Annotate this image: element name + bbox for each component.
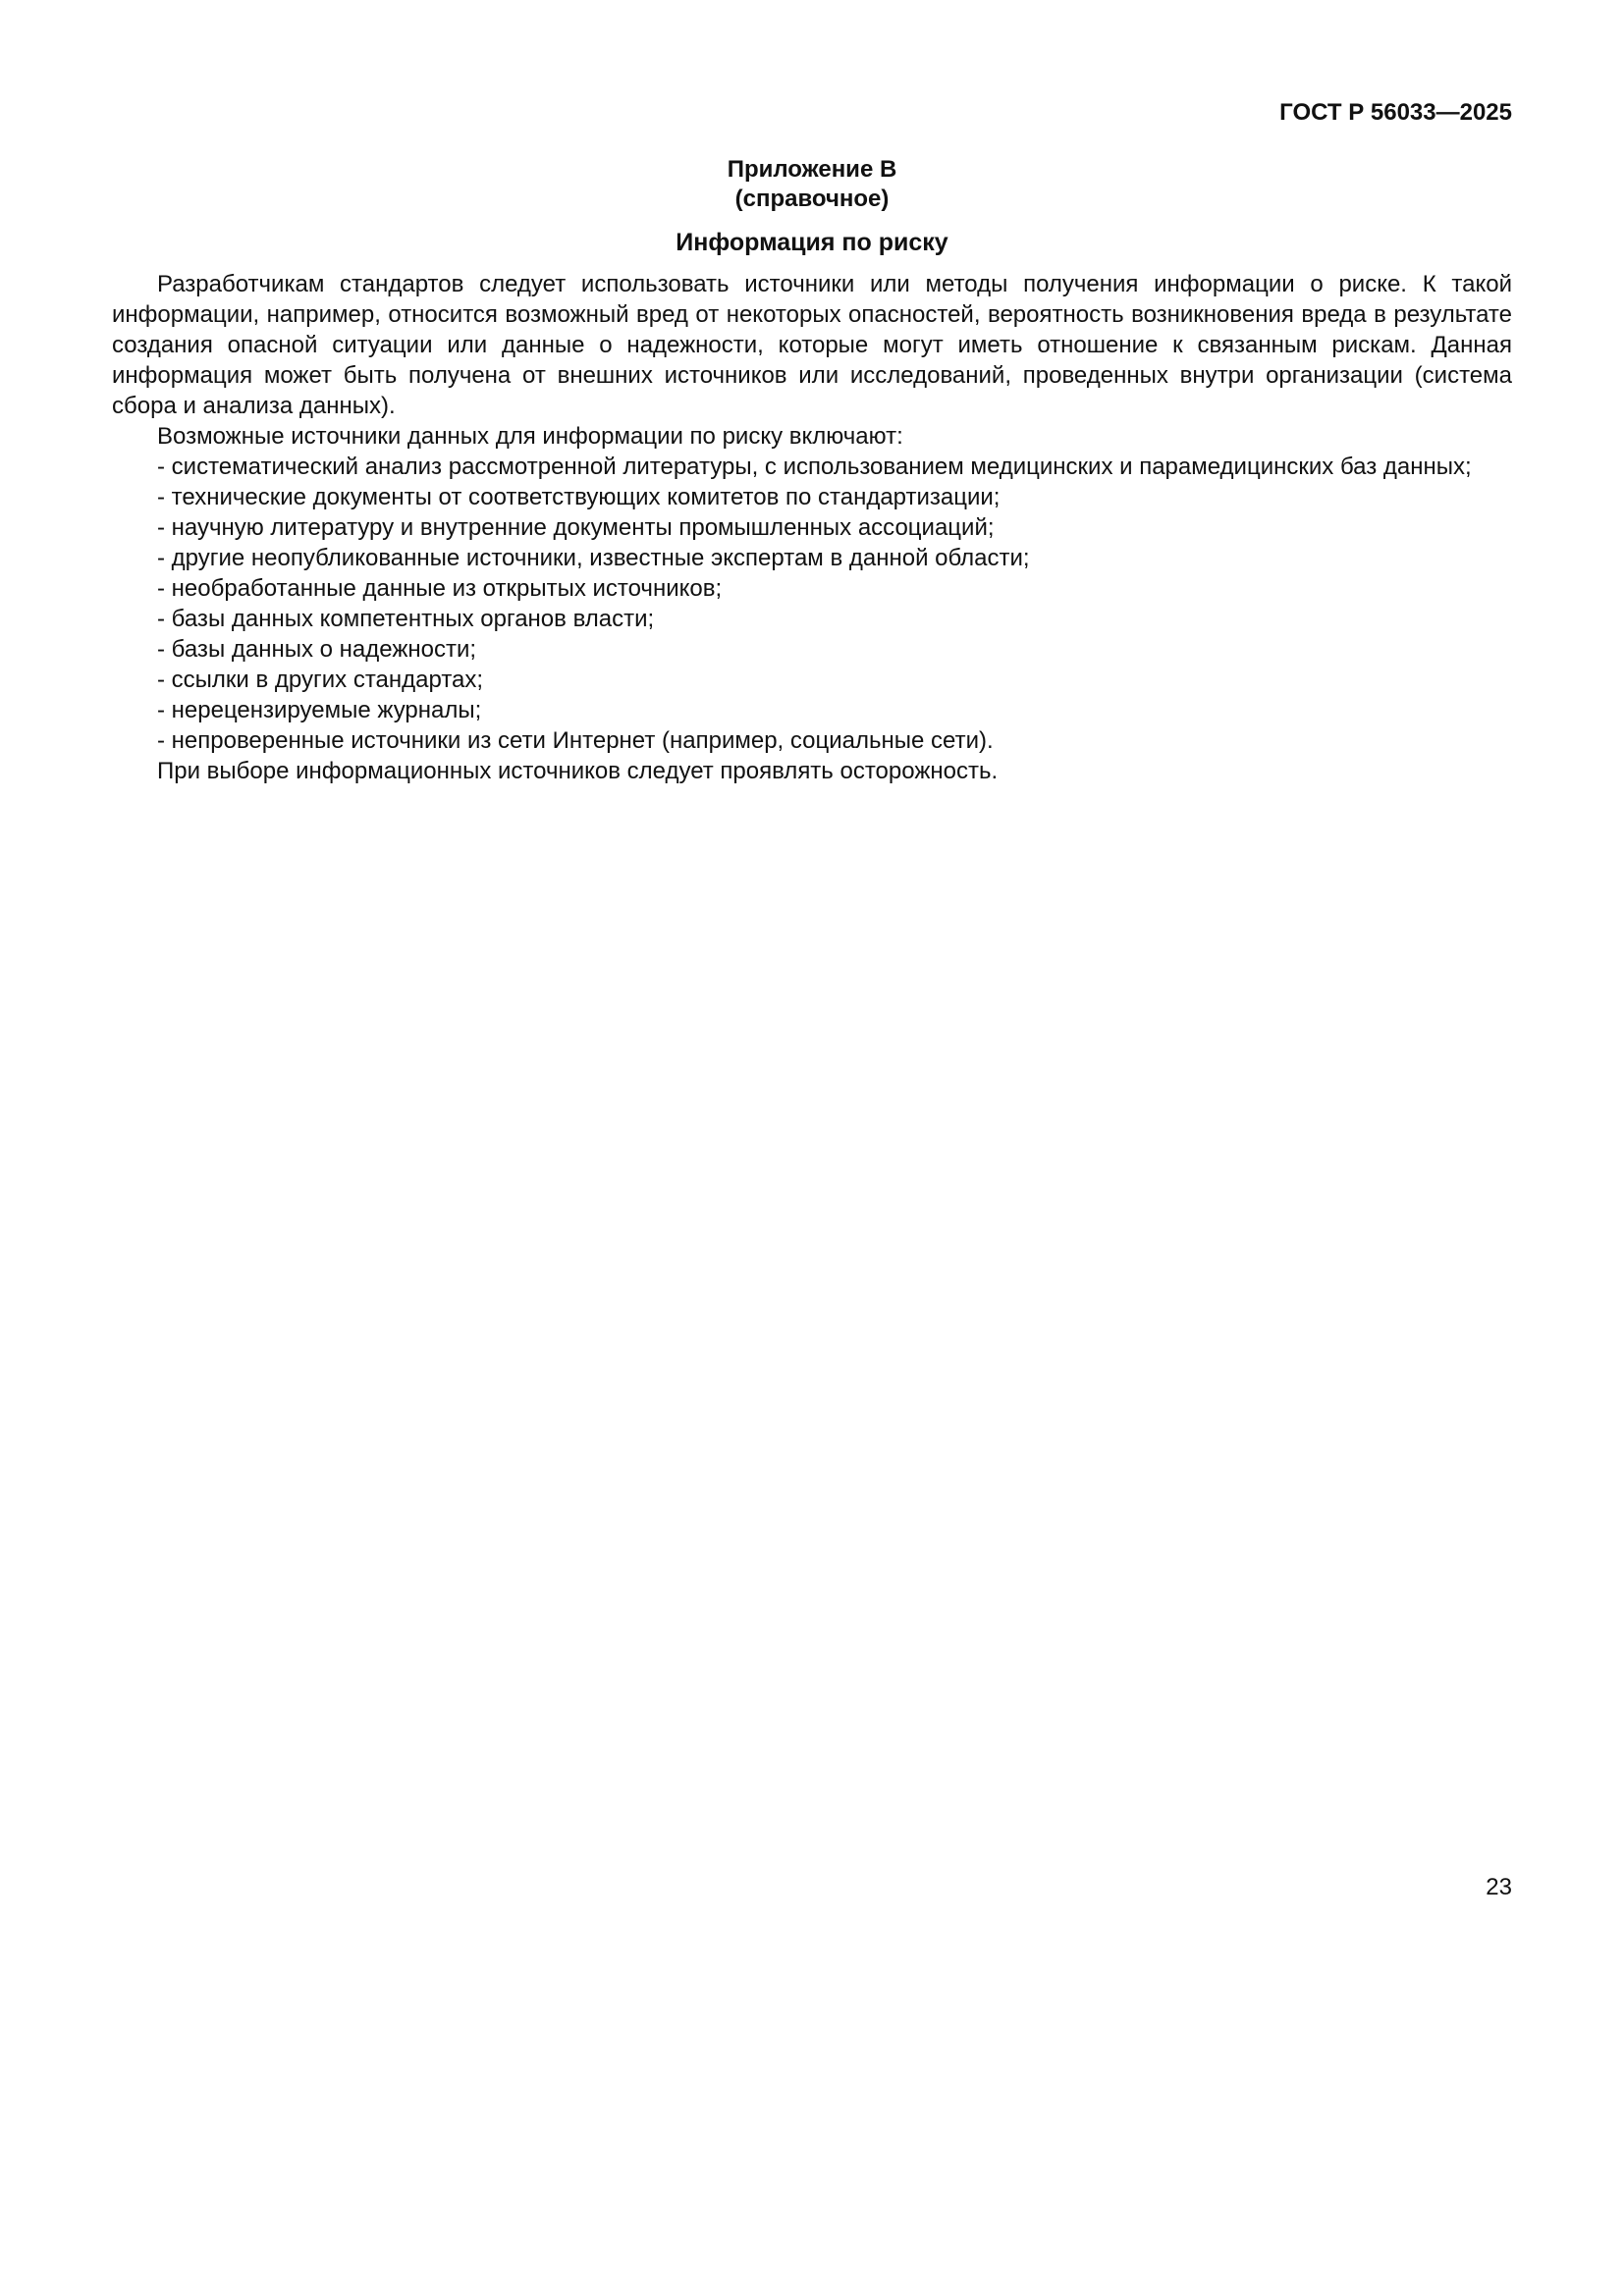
list-item: - другие неопубликованные источники, известные экспертам в данной области; xyxy=(157,545,1030,571)
list-item: - базы данных о надежности; xyxy=(157,636,477,663)
list-item: - необработанные данные из открытых источников; xyxy=(157,575,723,602)
list-intro: Возможные источники данных для информации по риску включают: xyxy=(157,423,903,450)
standard-designation: ГОСТ Р 56033—2025 xyxy=(1279,99,1512,126)
page-number: 23 xyxy=(1486,1874,1512,1900)
list-item: - непроверенные источники из сети Интернет (например, социальные сети). xyxy=(157,727,994,754)
appendix-heading xyxy=(112,155,1512,214)
list-item: - технические документы от соответствующих комитетов по стандартизации; xyxy=(157,484,1001,510)
intro-paragraph: Разработчикам стандартов следует использовать источники или методы получения информации о риске. К такой информации, например, относится возможный вред от некоторых опасностей, вероятность возникновения вреда в результате создания опасной ситуации или данные о надежности, которые могут иметь отношение к связанным рискам. Данная информация может быть получена от внешних источников или исследований, проведенных внутри организации (система сбора и анализа данных). xyxy=(112,271,1512,419)
appendix-name: Приложение В xyxy=(727,156,897,183)
list-item: - нерецензируемые журналы; xyxy=(157,697,482,723)
closing-paragraph: При выборе информационных источников следует проявлять осторожность. xyxy=(157,758,999,784)
list-item: - ссылки в других стандартах; xyxy=(157,667,484,693)
list-item: - систематический анализ рассмотренной литературы, с использованием медицинских и парамедицинских баз данных; xyxy=(157,454,1472,480)
document-body xyxy=(112,269,1512,786)
appendix-kind: (справочное) xyxy=(734,186,890,212)
list-item: - базы данных компетентных органов власти; xyxy=(157,606,655,632)
section-title: Информация по риску xyxy=(676,229,948,256)
list-item: - научную литературу и внутренние документы промышленных ассоциаций; xyxy=(157,514,995,541)
